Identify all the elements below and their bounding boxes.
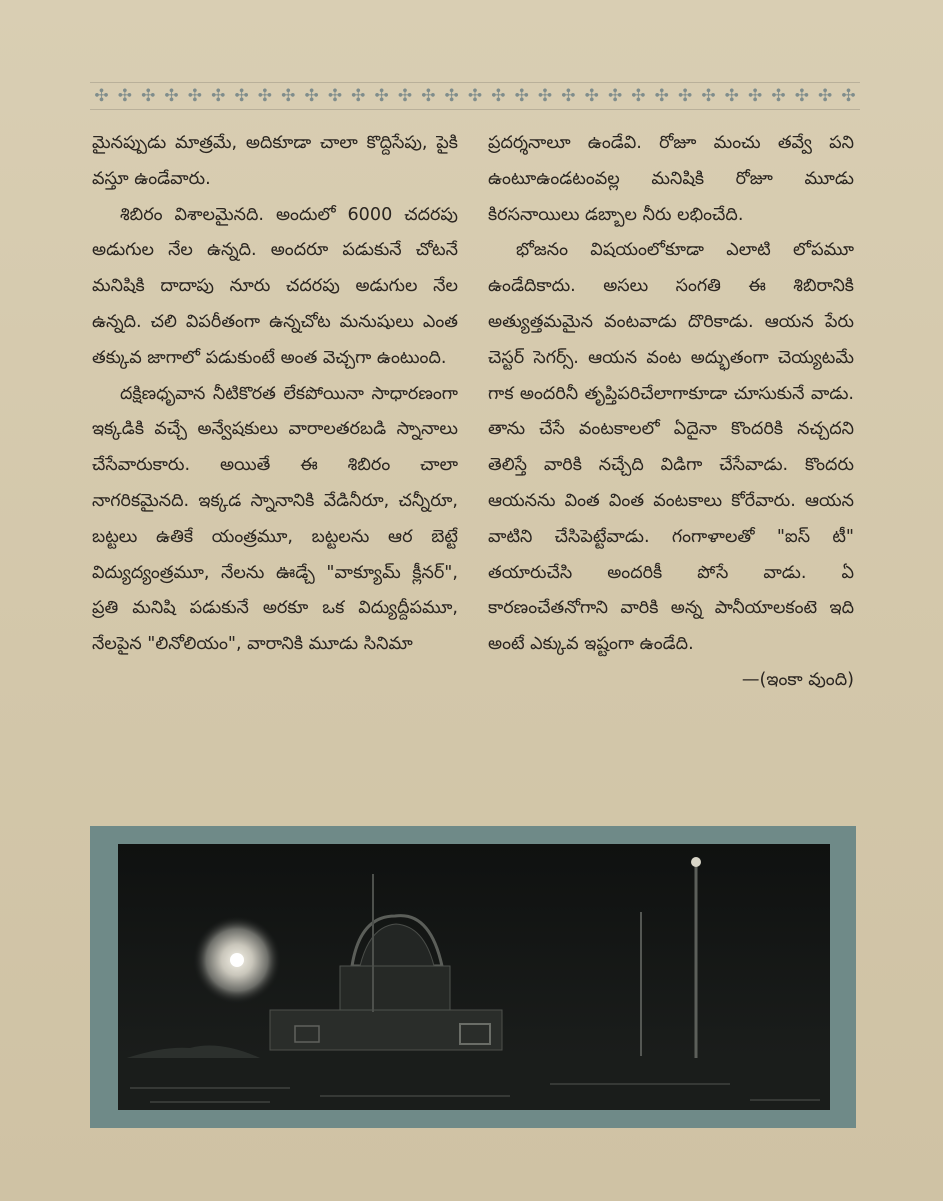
ornament-cross-icon: ✣ — [141, 86, 156, 106]
ornament-cross-icon: ✣ — [561, 86, 576, 106]
ornament-cross-icon: ✣ — [117, 86, 132, 106]
ornament-cross-icon: ✣ — [654, 86, 669, 106]
illustration — [90, 826, 856, 1128]
paragraph: మైనప్పుడు మాత్రమే, అదికూడా చాలా కొద్దిసేపు, పైకి వస్తూ ఉండేవారు. — [92, 133, 458, 189]
ornament-border — [90, 82, 860, 110]
ornament-cross-icon: ✣ — [631, 86, 646, 106]
ornament-cross-icon: ✣ — [304, 86, 319, 106]
ornament-cross-icon: ✣ — [257, 86, 273, 106]
ornament-cross-icon: ✣ — [164, 86, 179, 106]
ornament-cross-icon: ✣ — [351, 86, 366, 106]
ornament-cross-icon: ✣ — [444, 86, 459, 106]
night-station-illustration — [90, 826, 856, 1128]
ornament-cross-icon: ✣ — [537, 86, 553, 106]
ornament-cross-icon: ✣ — [794, 86, 809, 106]
ornament-cross-icon: ✣ — [607, 86, 623, 106]
ornament-cross-icon: ✣ — [748, 86, 763, 106]
paragraph: శిబిరం విశాలమైనది. అందులో 6000 చదరపు అడుగుల నేల ఉన్నది. అందరూ పడుకునే చోటనే మనిషికి దాదాపు నూరు చదరపు అడుగుల నేల ఉన్నది. చలి విపరీతంగా ఉన్నచోట మనుషులు ఎంత తక్కువ జాగాలో పడుకుంటే అంత వెచ్చగా ఉంటుంది. — [92, 204, 458, 368]
ornament-cross-icon: ✣ — [94, 86, 109, 106]
ornament-cross-icon: ✣ — [724, 86, 739, 106]
ornament-cross-icon: ✣ — [211, 86, 226, 106]
ornament-cross-icon: ✣ — [467, 86, 483, 106]
continued-note: —(ఇంకా వుంది) — [741, 669, 854, 690]
left-text-column — [92, 126, 458, 663]
ornament-cross-icon: ✣ — [421, 86, 436, 106]
ornament-cross-icon: ✣ — [771, 86, 786, 106]
ornament-cross-icon: ✣ — [491, 86, 506, 106]
ornament-cross-icon: ✣ — [677, 86, 693, 106]
right-text-column — [488, 126, 854, 699]
ornament-cross-icon: ✣ — [841, 86, 856, 106]
paragraph: దక్షిణధృవాన నీటికొరత లేకపోయినా సాధారణంగా ఇక్కడికి వచ్చే అన్వేషకులు వారాలతరబడి స్నానాలు చేసేవారుకారు. అయితే ఈ శిబిరం చాలా నాగరికమైనది. ఇక్కడ స్నానానికి వేడినీరూ, చన్నీరూ, బట్టలు ఉతికే యంత్రమూ, బట్టలను ఆర బెట్టే విద్యుద్యంత్రమూ, నేలను ఊడ్చే "వాక్యూమ్ క్లీనర్", ప్రతి మనిషి పడుకునే అరకూ ఒక విద్యుద్దీపమూ, నేలపైన "లినోలియం", వారానికి మూడు సినిమా — [92, 383, 458, 655]
ornament-cross-icon: ✣ — [234, 86, 249, 106]
ornament-cross-icon: ✣ — [327, 86, 343, 106]
ornament-cross-icon: ✣ — [701, 86, 716, 106]
ornament-cross-icon: ✣ — [584, 86, 599, 106]
moon-icon — [193, 916, 281, 1004]
ornament-cross-icon: ✣ — [397, 86, 413, 106]
ornament-cross-icon: ✣ — [281, 86, 296, 106]
ornament-cross-icon: ✣ — [374, 86, 389, 106]
ornament-cross-icon: ✣ — [187, 86, 202, 106]
paragraph: భోజనం విషయంలోకూడా ఎలాటి లోపమూ ఉండేదికాదు. అసలు సంగతి ఈ శిబిరానికి అత్యుత్తమమైన వంటవాడు దొరికాడు. ఆయన పేరు చెస్టర్ సెగర్స్. ఆయన వంట అద్భుతంగా చెయ్యటమే గాక అందరినీ తృప్తిపరిచేలాగాకూడా చూసుకునే వాడు. తాను చేసే వంటకాలలో ఏదైనా కొందరికి నచ్చదని తెలిస్తే వారికి నచ్చేది విడిగా చేసేవాడు. కొందరు ఆయనను వింత వింత వంటకాలు కోరేవారు. ఆయన వాటిని చేసిపెట్టేవాడు. గంగాళాలతో "ఐస్ టీ" తయారుచేసి అందరికీ పోసే వాడు. ఏ కారణంచేతనోగాని వారికి అన్న పానీయాలకంటె ఇది అంటే ఎక్కువ ఇష్టంగా ఉండేది. — [488, 240, 854, 655]
ornament-cross-icon: ✣ — [818, 86, 833, 106]
paragraph: ప్రదర్శనాలూ ఉండేవి. రోజూ మంచు తవ్వే పని ఉంటూఉండటంవల్ల మనిషికి రోజూ మూడు కిరసనాయిలు డబ్బాల నీరు లభించేది. — [488, 133, 854, 225]
ornament-cross-icon: ✣ — [514, 86, 529, 106]
